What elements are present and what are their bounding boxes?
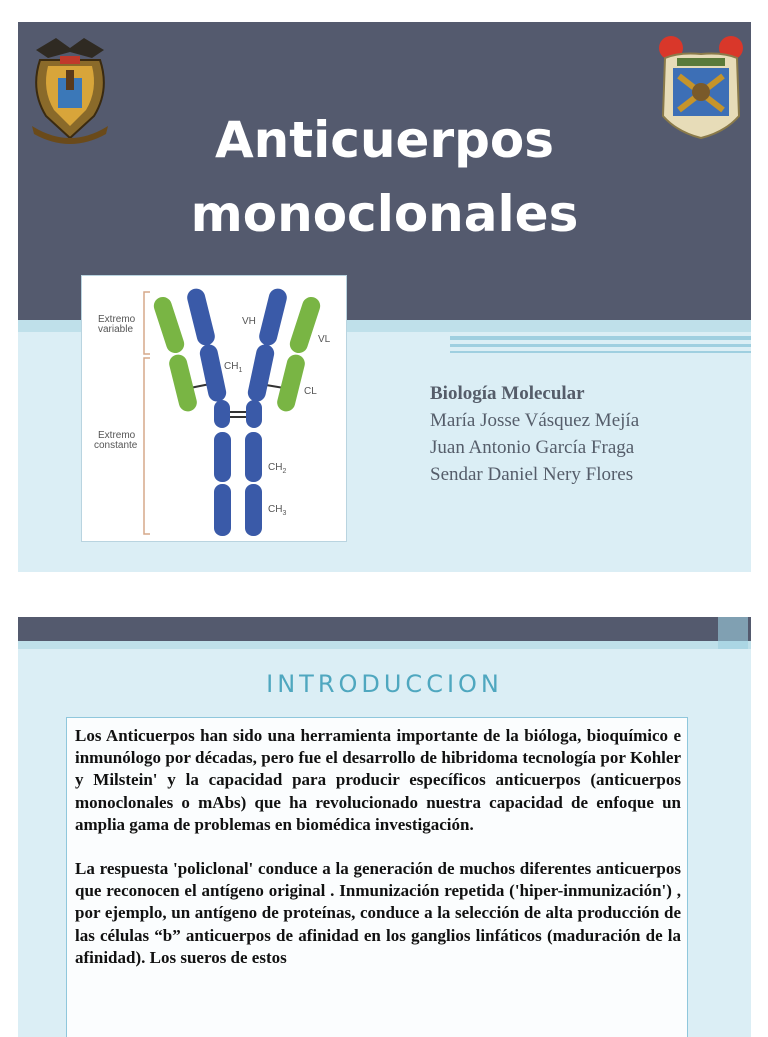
label-constant-1: Extremo (98, 430, 136, 441)
label-ch2-sub: 2 (282, 468, 287, 475)
light-chain-vl-left (151, 295, 186, 356)
svg-text:CH2 (268, 462, 286, 475)
heavy-chain-ch3-left (214, 484, 231, 536)
slide-title-line2: monoclonales (190, 185, 579, 243)
heavy-chain-vh-left (185, 287, 216, 348)
heavy-chain-ch3-right (245, 484, 262, 536)
heavy-chain-ch2-right (245, 432, 262, 482)
antibody-structure-illustration (82, 276, 346, 541)
label-vh: VH (242, 316, 256, 327)
header-stripe (18, 641, 751, 649)
header-band (18, 617, 751, 641)
slide-title-line1: Anticuerpos (214, 111, 555, 169)
label-ch3-sub: 3 (282, 510, 287, 517)
paragraph: La respuesta 'policlonal' conduce a la generación de muchos diferentes anticuerpos que reconocen el antígeno original . Inmunización repetida ('hiper-inmunización') , por ejemplo, un antígeno de proteínas, conduce a la selección de alta producción de las células “b” anticuerpos de afinidad en los ganglios linfáticos (maduración de la afinidad). Los sueros de estos (75, 859, 681, 967)
label-variable-2: variable (98, 324, 134, 335)
header-stripe-accent (718, 617, 748, 649)
header-stripe-line (450, 336, 751, 340)
author-block (430, 380, 639, 488)
header-stripe-line (450, 351, 751, 353)
svg-text:CH1 (224, 361, 242, 374)
label-variable-1: Extremo (98, 314, 136, 325)
heavy-chain-ch1-right (246, 343, 276, 403)
light-chain-cl-right (275, 353, 306, 414)
intro-textbox (66, 717, 688, 1037)
label-ch1-sub: 1 (238, 367, 243, 374)
light-chain-cl-left (167, 353, 198, 414)
label-ch1: CH (224, 361, 239, 372)
heavy-chain-ch2-left (214, 432, 231, 482)
paragraph: Los Anticuerpos han sido una herramienta importante de la bióloga, bioquímico e inmunólogo por décadas, pero fue el desarrollo de hibridoma tecnología por Kohler y Milstein' y la capacidad para producir específicos anticuerpos (anticuerpos monoclonales o mAbs) que ha revolucionado nuestra capacidad de enfoque un amplia gama de problemas en biomédica investigación. (75, 726, 681, 834)
label-cl: CL (304, 386, 317, 397)
slide-title: INTRODUCCION (266, 670, 503, 698)
header-stripe-line (450, 344, 751, 347)
heavy-chain-vh-right (257, 287, 288, 348)
label-ch3: CH (268, 504, 283, 515)
heavy-chain-ch1-left (198, 343, 228, 403)
title-slide (18, 22, 751, 572)
svg-text:CH3 (268, 504, 286, 517)
light-chain-vl-right (287, 295, 322, 356)
label-ch2: CH (268, 462, 283, 473)
author-name: Juan Antonio García Fraga (430, 437, 635, 458)
antibody-diagram (81, 275, 347, 542)
course-subject: Biología Molecular (430, 383, 585, 404)
label-constant-2: constante (94, 440, 138, 451)
label-vl: VL (318, 334, 331, 345)
author-name: Sendar Daniel Nery Flores (430, 464, 634, 485)
author-name: María Josse Vásquez Mejía (430, 410, 640, 431)
introduction-slide (18, 617, 751, 1037)
